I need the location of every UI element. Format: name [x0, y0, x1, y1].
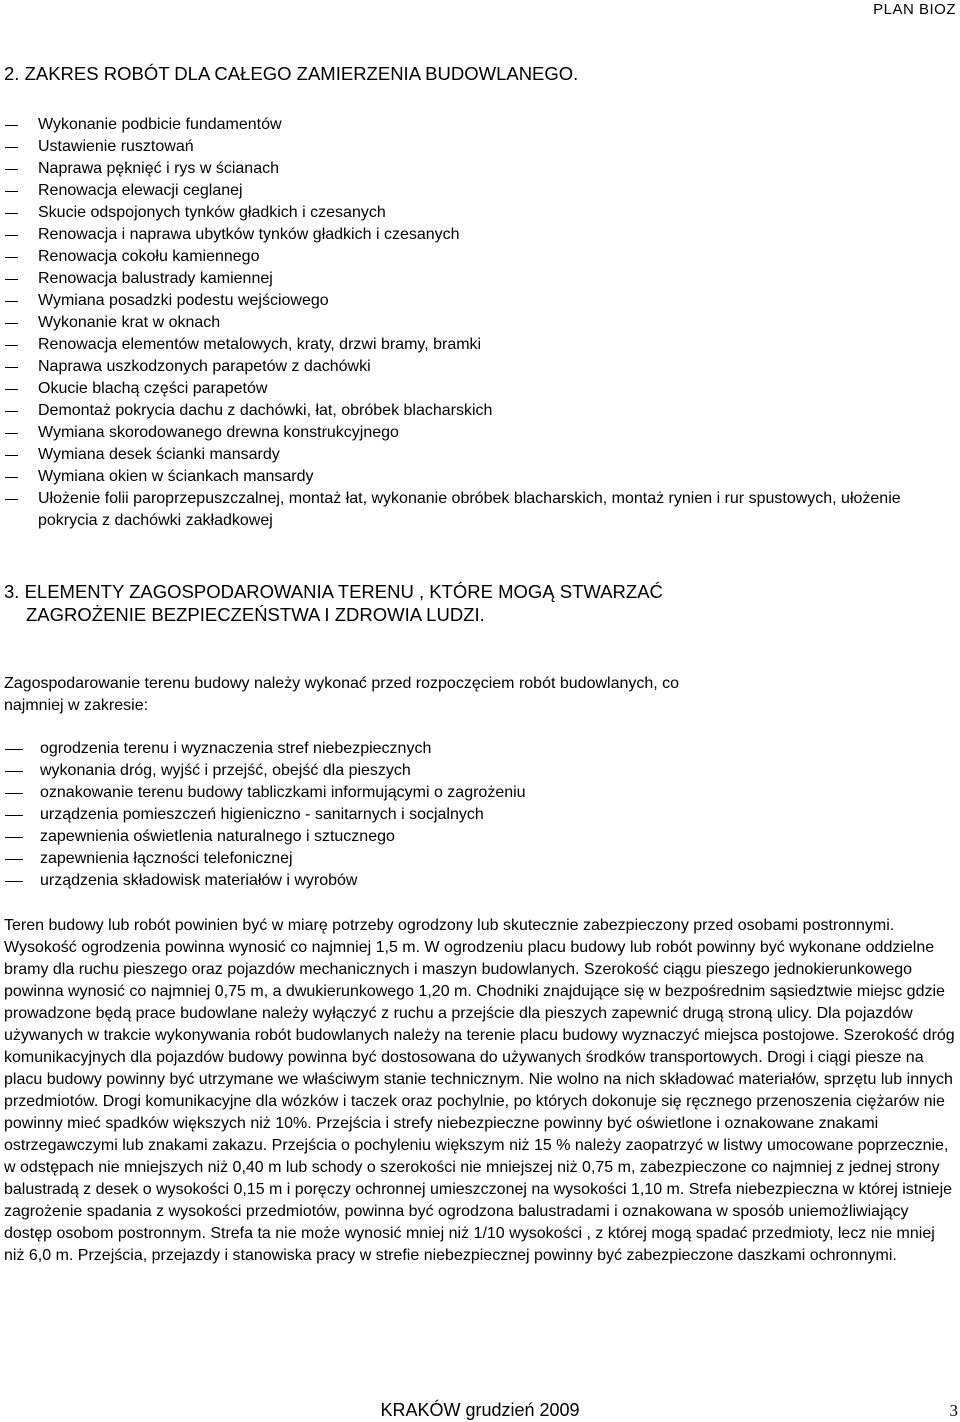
- list-item: [0, 356, 960, 378]
- list-item: [0, 804, 960, 826]
- dash-bullet-icon: [5, 837, 23, 838]
- list-item-text: zapewnienia łączności telefonicznej: [40, 850, 293, 867]
- list-item: [0, 334, 960, 356]
- list-item-text: Ustawienie rusztowań: [38, 138, 194, 155]
- dash-bullet-icon: [5, 477, 18, 478]
- list-item: [0, 444, 960, 466]
- dash-bullet-icon: [5, 235, 18, 236]
- dash-bullet-icon: [5, 881, 23, 882]
- list-item-text: Renowacja i naprawa ubytków tynków gładkich i czesanych: [38, 226, 460, 243]
- list-item: [0, 290, 960, 312]
- dash-bullet-icon: [5, 859, 23, 860]
- list-item: [0, 848, 960, 870]
- dash-bullet-icon: [5, 279, 18, 280]
- list-item-text: oznakowanie terenu budowy tabliczkami informującymi o zagrożeniu: [40, 784, 526, 801]
- list-item-text: Renowacja cokołu kamiennego: [38, 248, 260, 265]
- list-item: [0, 422, 960, 444]
- list-item-text: Renowacja elementów metalowych, kraty, drzwi bramy, bramki: [38, 336, 482, 353]
- list-item: [0, 760, 960, 782]
- list-item-text: Naprawa pęknięć i rys w ścianach: [38, 160, 279, 177]
- list-item: [0, 246, 960, 268]
- dash-bullet-icon: [5, 213, 18, 214]
- list-item-text: urządzenia składowisk materiałów i wyrobów: [40, 872, 358, 889]
- list-item: [0, 312, 960, 334]
- list-item: [0, 738, 960, 760]
- dash-bullet-icon: [5, 389, 18, 390]
- list-item-text: Demontaż pokrycia dachu z dachówki, łat, obróbek blacharskich: [38, 402, 493, 419]
- dash-bullet-icon: [5, 169, 18, 170]
- dash-bullet-icon: [5, 411, 18, 412]
- section-3-title: [4, 580, 663, 626]
- dash-bullet-icon: [5, 815, 23, 816]
- list-item-text: Okucie blachą części parapetów: [38, 380, 268, 397]
- list-item-text: Wymiana posadzki podestu wejściowego: [38, 292, 329, 309]
- list-item-text: Ułożenie folii paroprzepuszczalnej, montaż łat, wykonanie obróbek blacharskich, montaż rynien i rur spustowych, ułożenie pokrycia z dachówki zakładkowej: [38, 490, 901, 529]
- list-item: [0, 158, 960, 180]
- section-2-title: 2. ZAKRES ROBÓT DLA CAŁEGO ZAMIERZENIA BUDOWLANEGO.: [4, 63, 579, 84]
- dash-bullet-icon: [5, 147, 18, 148]
- scope-of-works-list: [0, 114, 960, 532]
- list-item-text: Skucie odspojonych tynków gładkich i czesanych: [38, 204, 386, 221]
- dash-bullet-icon: [5, 499, 18, 500]
- list-item-text: urządzenia pomieszczeń higieniczno - sanitarnych i socjalnych: [40, 806, 484, 823]
- dash-bullet-icon: [5, 455, 18, 456]
- list-item-text: Wykonanie krat w oknach: [38, 314, 221, 331]
- list-item: [0, 114, 960, 136]
- section-3-title-line-1: 3. ELEMENTY ZAGOSPODAROWANIA TERENU , KTÓRE MOGĄ STWARZAĆ: [4, 581, 663, 602]
- list-item-text: zapewnienia oświetlenia naturalnego i sztucznego: [40, 828, 395, 845]
- dash-bullet-icon: [5, 793, 23, 794]
- page-number: 3: [949, 1401, 958, 1420]
- list-item-text: Wymiana desek ścianki mansardy: [38, 446, 280, 463]
- document-header-label: PLAN BIOZ: [873, 1, 956, 18]
- list-item-text: Wymiana okien w ściankach mansardy: [38, 468, 314, 485]
- list-item: [0, 378, 960, 400]
- section-3-title-line-2: ZAGROŻENIE BEZPIECZEŃSTWA I ZDROWIA LUDZI.: [26, 604, 485, 625]
- dash-bullet-icon: [5, 771, 23, 772]
- list-item-text: ogrodzenia terenu i wyznaczenia stref niebezpiecznych: [40, 740, 432, 757]
- list-item: [0, 202, 960, 224]
- dash-bullet-icon: [5, 433, 18, 434]
- dash-bullet-icon: [5, 257, 18, 258]
- list-item: [0, 136, 960, 158]
- footer-place-date: KRAKÓW grudzień 2009: [380, 1400, 580, 1420]
- dash-bullet-icon: [5, 749, 23, 750]
- dash-bullet-icon: [5, 345, 18, 346]
- list-item: [0, 826, 960, 848]
- list-item-text: wykonania dróg, wyjść i przejść, obejść dla pieszych: [40, 762, 411, 779]
- list-item: [0, 870, 960, 892]
- dash-bullet-icon: [5, 191, 18, 192]
- list-item-text: Wykonanie podbicie fundamentów: [38, 116, 282, 133]
- list-item-text: Renowacja elewacji ceglanej: [38, 182, 243, 199]
- list-item: [0, 488, 960, 532]
- list-item: [0, 224, 960, 246]
- dash-bullet-icon: [5, 323, 18, 324]
- list-item-text: Naprawa uszkodzonych parapetów z dachówki: [38, 358, 371, 375]
- list-item: [0, 466, 960, 488]
- list-item: [0, 782, 960, 804]
- safety-requirements-paragraph: Teren budowy lub robót powinien być w miarę potrzeby ogrodzony lub skutecznie zabezpieczony przed osobami postronnymi. Wysokość ogrodzenia powinna wynosić co najmniej 1,5 m. W ogrodzeniu placu budowy lub robót powinny być wykonane oddzielne bramy dla ruchu pieszego oraz pojazdów mechanicznych i maszyn budowlanych. Szerokość ciągu pieszego jednokierunkowego powinna wynosić co najmniej 0,75 m, a dwukierunkowego 1,20 m. Chodniki znajdujące się w bezpośrednim sąsiedztwie miejsc gdzie prowadzone będą prace budowlane należy wyłączyć z ruchu a przejście dla pieszych zapewnić drugą stroną ulicy. Dla pojazdów używanych w trakcie wykonywania robót budowlanych należy na terenie placu budowy wyznaczyć miejsca postojowe. Szerokość dróg komunikacyjnych dla pojazdów budowy powinna być dostosowana do używanych środków transportowych. Drogi i ciągi piesze na placu budowy powinny być utrzymane we właściwym stanie technicznym. Nie wolno na nich składować materiałów, sprzętu lub innych przedmiotów. Drogi komunikacyjne dla wózków i taczek oraz pochylnie, po których dokonuje się ręcznego przenoszenia ciężarów nie powinny mieć spadków większych niż 10%. Przejścia i strefy niebezpieczne powinny być oświetlone i oznakowane znakami ostrzegawczymi lub znakami zakazu. Przejścia o pochyleniu większym niż 15 % należy zaopatrzyć w listwy umocowane poprzecznie, w odstępach nie mniejszych niż 0,40 m lub schody o szerokości nie mniejszej niż 0,75 m, zabezpieczone co najmniej z jednej strony balustradą z desek o wysokości 0,15 m i poręczy ochronnej umieszczonej na wysokości 1,10 m. Strefa niebezpieczna w której istnieje zagrożenie spadania z wysokości przedmiotów, powinna być ogrodzona balustradami i oznakowana w sposób uniemożliwiający dostęp osobom postronnym. Strefa ta nie może wynosić mniej niż 1/10 wysokości , z której mogą spadać przedmioty, lecz nie mniej niż 6,0 m. Przejścia, przejazdy i stanowiska pracy w strefie niebezpiecznej powinny być zabezpieczone daszkami ochronnymi.: [4, 917, 955, 1264]
- list-item-text: Renowacja balustrady kamiennej: [38, 270, 273, 287]
- dash-bullet-icon: [5, 301, 18, 302]
- dash-bullet-icon: [5, 125, 18, 126]
- list-item: [0, 268, 960, 290]
- dash-bullet-icon: [5, 367, 18, 368]
- section-3-intro: Zagospodarowanie terenu budowy należy wykonać przed rozpoczęciem robót budowlanych, co najmniej w zakresie:: [4, 675, 680, 714]
- list-item: [0, 400, 960, 422]
- site-development-list: [0, 738, 960, 892]
- list-item-text: Wymiana skorodowanego drewna konstrukcyjnego: [38, 424, 399, 441]
- list-item: [0, 180, 960, 202]
